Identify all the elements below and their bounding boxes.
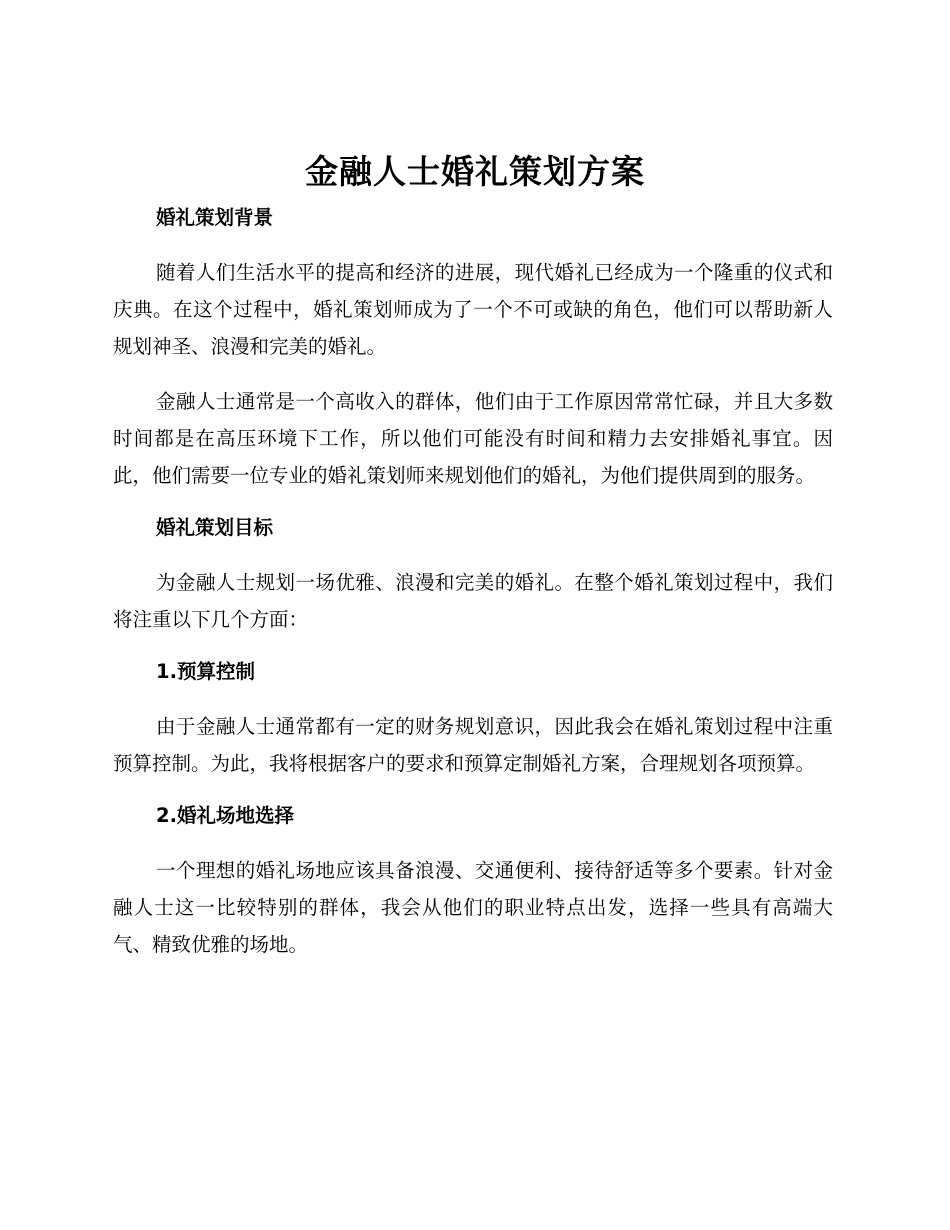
paragraph: 由于金融人士通常都有一定的财务规划意识，因此我会在婚礼策划过程中注重预算控制。为此，我将根据客户的要求和预算定制婚礼方案，合理规划各项预算。: [113, 715, 833, 775]
section-heading: 2.婚礼场地选择: [156, 804, 294, 827]
section-background: [113, 200, 833, 494]
paragraph: 金融人士通常是一个高收入的群体，他们由于工作原因常常忙碌，并且大多数时间都是在高压环境下工作，所以他们可能没有时间和精力去安排婚礼事宜。因此，他们需要一位专业的婚礼策划师来规划他们的婚礼，为他们提供周到的服务。: [113, 390, 833, 487]
document-body: [113, 200, 833, 963]
paragraph: 随着人们生活水平的提高和经济的进展，现代婚礼已经成为一个隆重的仪式和庆典。在这个过程中，婚礼策划师成为了一个不可或缺的角色，他们可以帮助新人规划神圣、浪漫和完美的婚礼。: [113, 261, 833, 358]
section-goals: [113, 510, 833, 638]
section-heading: 婚礼策划目标: [156, 516, 274, 539]
paragraph: 一个理想的婚礼场地应该具备浪漫、交通便利、接待舒适等多个要素。针对金融人士这一比较特别的群体，我会从他们的职业特点出发，选择一些具有高端大气、精致优雅的场地。: [113, 859, 833, 956]
document-title: 金融人士婚礼策划方案: [305, 152, 645, 191]
paragraph: 为金融人士规划一场优雅、浪漫和完美的婚礼。在整个婚礼策划过程中，我们将注重以下几个方面：: [113, 571, 833, 631]
section-budget: [113, 654, 833, 782]
section-heading: 1.预算控制: [156, 660, 255, 683]
section-venue: [113, 798, 833, 963]
section-heading: 婚礼策划背景: [156, 206, 274, 229]
